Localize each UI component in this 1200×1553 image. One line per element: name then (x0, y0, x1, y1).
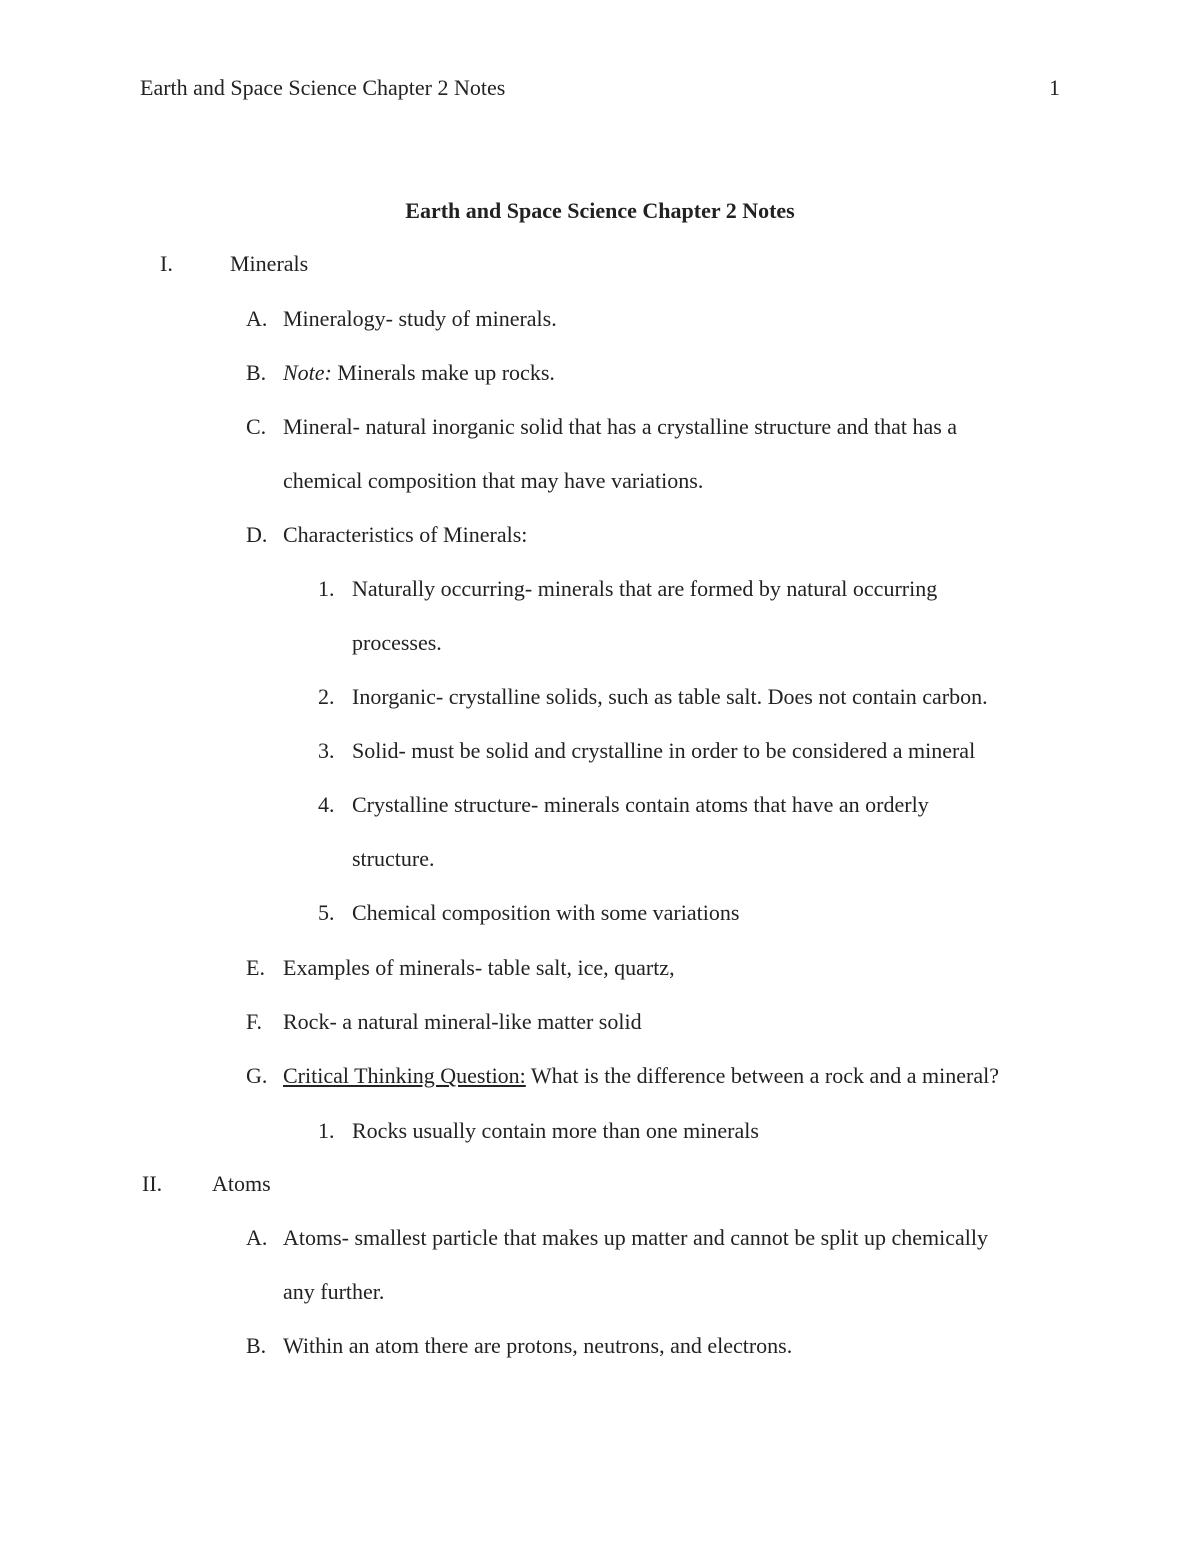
subitem-continuation: processes. (352, 630, 442, 655)
page-number: 1 (1049, 75, 1060, 100)
item-text: Within an atom there are protons, neutrons, and electrons. (283, 1333, 793, 1358)
item-text: Atoms- smallest particle that makes up matter and cannot be split up chemically (283, 1225, 989, 1250)
page-header (140, 74, 1060, 102)
item-text: Characteristics of Minerals: (283, 522, 528, 547)
item-continuation: chemical composition that may have variations. (283, 468, 704, 493)
item-marker: G. (246, 1063, 268, 1088)
subitem-marker: 4. (318, 792, 335, 817)
item-marker: E. (246, 955, 265, 980)
subitem-marker: 1. (318, 576, 335, 601)
subitem-text: Naturally occurring- minerals that are formed by natural occurring (352, 576, 938, 601)
subitem-marker: 1. (318, 1118, 335, 1143)
section-heading: Minerals (230, 251, 309, 276)
section-marker: II. (142, 1171, 163, 1196)
subitem-marker: 2. (318, 684, 335, 709)
subitem-marker: 5. (318, 900, 335, 925)
item-text: Mineralogy- study of minerals. (283, 306, 557, 331)
subitem-text: Solid- must be solid and crystalline in order to be considered a mineral (352, 738, 976, 763)
item-marker: B. (246, 1333, 267, 1358)
item-continuation: any further. (283, 1279, 385, 1304)
document-title: Earth and Space Science Chapter 2 Notes (405, 198, 795, 223)
subitem-marker: 3. (318, 738, 335, 763)
note-text: Minerals make up rocks. (331, 360, 555, 385)
subitem-continuation: structure. (352, 846, 435, 871)
item-marker: A. (246, 1225, 268, 1250)
item-text-with-label (283, 359, 555, 387)
subitem-text: Inorganic- crystalline solids, such as table salt. Does not contain carbon. (352, 684, 988, 709)
critical-thinking-label: Critical Thinking Question: (283, 1063, 526, 1088)
note-label: Note: (283, 360, 332, 385)
running-header-title: Earth and Space Science Chapter 2 Notes (140, 75, 506, 100)
item-text-with-label (283, 1062, 999, 1090)
subitem-text: Crystalline structure- minerals contain atoms that have an orderly (352, 792, 929, 817)
item-text: Rock- a natural mineral-like matter solid (283, 1009, 642, 1034)
question-text: What is the difference between a rock and a mineral? (525, 1063, 999, 1088)
item-marker: D. (246, 522, 268, 547)
subitem-text: Rocks usually contain more than one minerals (352, 1118, 759, 1143)
section-marker: I. (160, 251, 173, 276)
subitem-text: Chemical composition with some variations (352, 900, 740, 925)
item-text: Mineral- natural inorganic solid that has a crystalline structure and that has a (283, 414, 958, 439)
item-text: Examples of minerals- table salt, ice, quartz, (283, 955, 675, 980)
item-marker: F. (246, 1009, 262, 1034)
item-marker: B. (246, 360, 267, 385)
item-marker: A. (246, 306, 268, 331)
section-heading: Atoms (212, 1171, 271, 1196)
item-marker: C. (246, 414, 267, 439)
